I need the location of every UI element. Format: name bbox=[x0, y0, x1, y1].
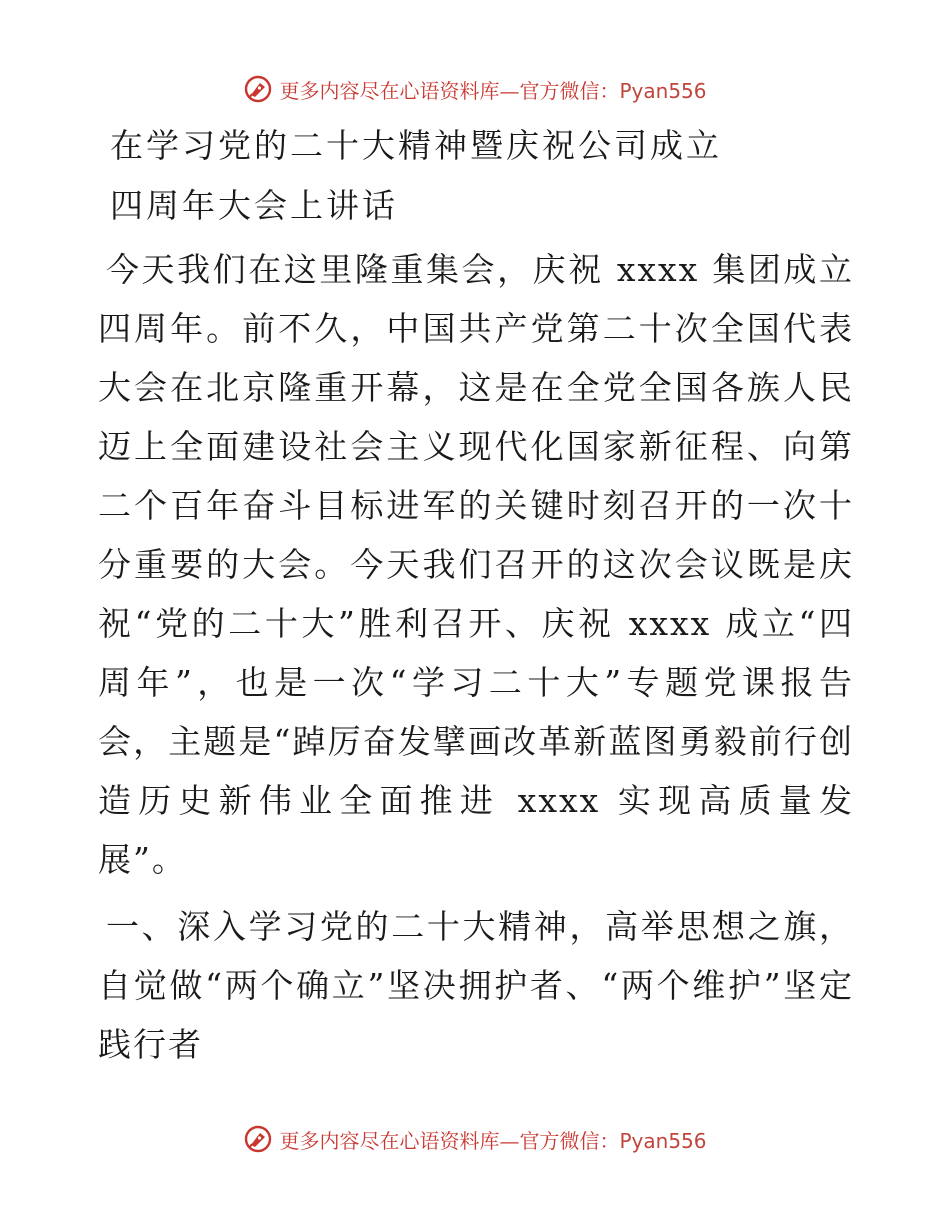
document-title-line-2: 四周年大会上讲话 bbox=[110, 186, 398, 225]
watermark-contact: Pyan556 bbox=[619, 78, 707, 103]
document-title-line-1: 在学习党的二十大精神暨庆祝公司成立 bbox=[110, 126, 722, 165]
watermark-text: 更多内容尽在心语资料库—官方微信： bbox=[279, 1128, 620, 1153]
body-paragraph-1: 今天我们在这里隆重集会，庆祝 xxxx 集团成立四周年。前不久，中国共产党第二十次全国代表大会在北京隆重开幕，这是在全党全国各族人民迈上全面建设社会主义现代化国家新征程、向第二个百年奋斗目标进军的关键时刻召开的一次十分重要的大会。今天我们召开的这次会议既是庆祝“党的二十大”胜利召开、庆祝 xxxx 成立“四周年”，也是一次“学习二十大”专题党课报告会，主题是“踔厉奋发擘画改革新蓝图勇毅前行创造历史新伟业全面推进 xxxx 实现高质量发展”。 bbox=[98, 250, 854, 879]
document-body bbox=[98, 116, 854, 1074]
section-heading-1: 一、深入学习党的二十大精神，高举思想之旗，自觉做“两个确立”坚决拥护者、“两个维护”坚定践行者 bbox=[98, 907, 854, 1064]
pen-nib-logo-icon bbox=[243, 1124, 273, 1154]
watermark-text: 更多内容尽在心语资料库—官方微信： bbox=[279, 78, 620, 103]
footer-watermark bbox=[0, 1124, 950, 1154]
header-watermark bbox=[0, 74, 950, 104]
watermark-contact: Pyan556 bbox=[619, 1128, 707, 1153]
pen-nib-logo-icon bbox=[243, 74, 273, 104]
